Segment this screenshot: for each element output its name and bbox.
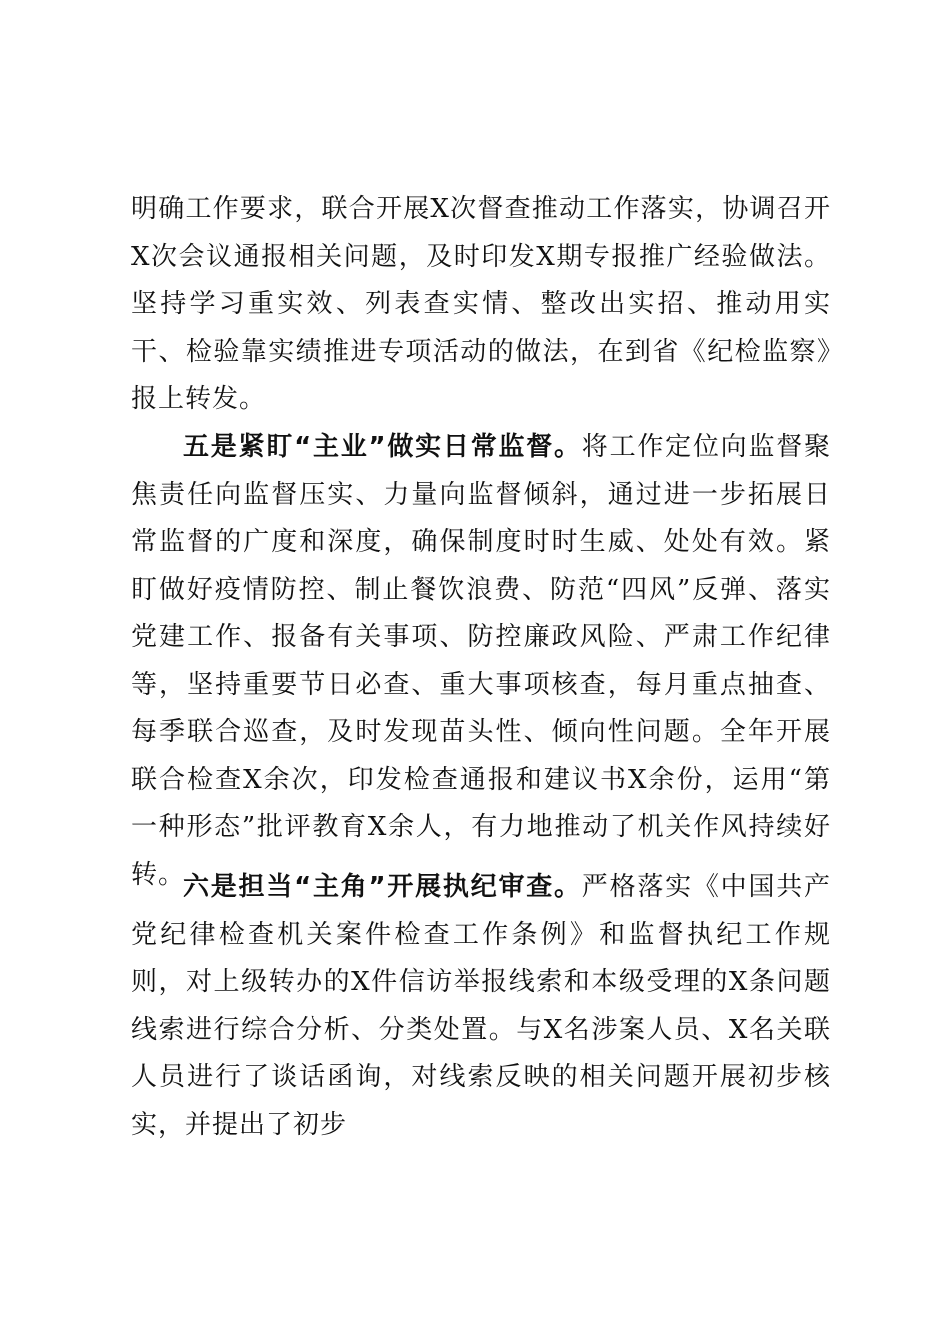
paragraph-daily-supervision — [131, 424, 831, 899]
paragraph-lead-heading: 六是担当“主角”开展执纪审查。 — [183, 872, 582, 902]
paragraph-body: 明确工作要求，联合开展X次督查推动工作落实，协调召开X次会议通报相关问题，及时印发X期专报推广经验做法。坚持学习重实效、列表查实情、整改出实招、推动用实干、检验靠实绩推进专项活动的做法，在到省《纪检监察》报上转发。 — [131, 194, 831, 414]
paragraph-discipline-review — [131, 864, 831, 1149]
paragraph-body: 将工作定位向监督聚焦责任向监督压实、力量向监督倾斜，通过进一步拓展日常监督的广度和深度，确保制度时时生威、处处有效。紧盯做好疫情防控、制止餐饮浪费、防范“四风”反弹、落实党建工作、报备有关事项、防控廉政风险、严肃工作纪律等，坚持重要节日必查、重大事项核查，每月重点抽查、每季联合巡查，及时发现苗头性、倾向性问题。全年开展联合检查X余次，印发检查通报和建议书X余份，运用“第一种形态”批评教育X余人，有力地推动了机关作风持续好转。 — [131, 432, 831, 890]
paragraph-body: 严格落实《中国共产党纪律检查机关案件检查工作条例》和监督执纪工作规则，对上级转办的X件信访举报线索和本级受理的X条问题线索进行综合分析、分类处置。与X名涉案人员、X名关联人员进行了谈话函询，对线索反映的相关问题开展初步核实，并提出了初步 — [131, 872, 831, 1140]
paragraph-lead-heading: 五是紧盯“主业”做实日常监督。 — [183, 432, 582, 462]
paragraph-continuation — [131, 186, 831, 424]
